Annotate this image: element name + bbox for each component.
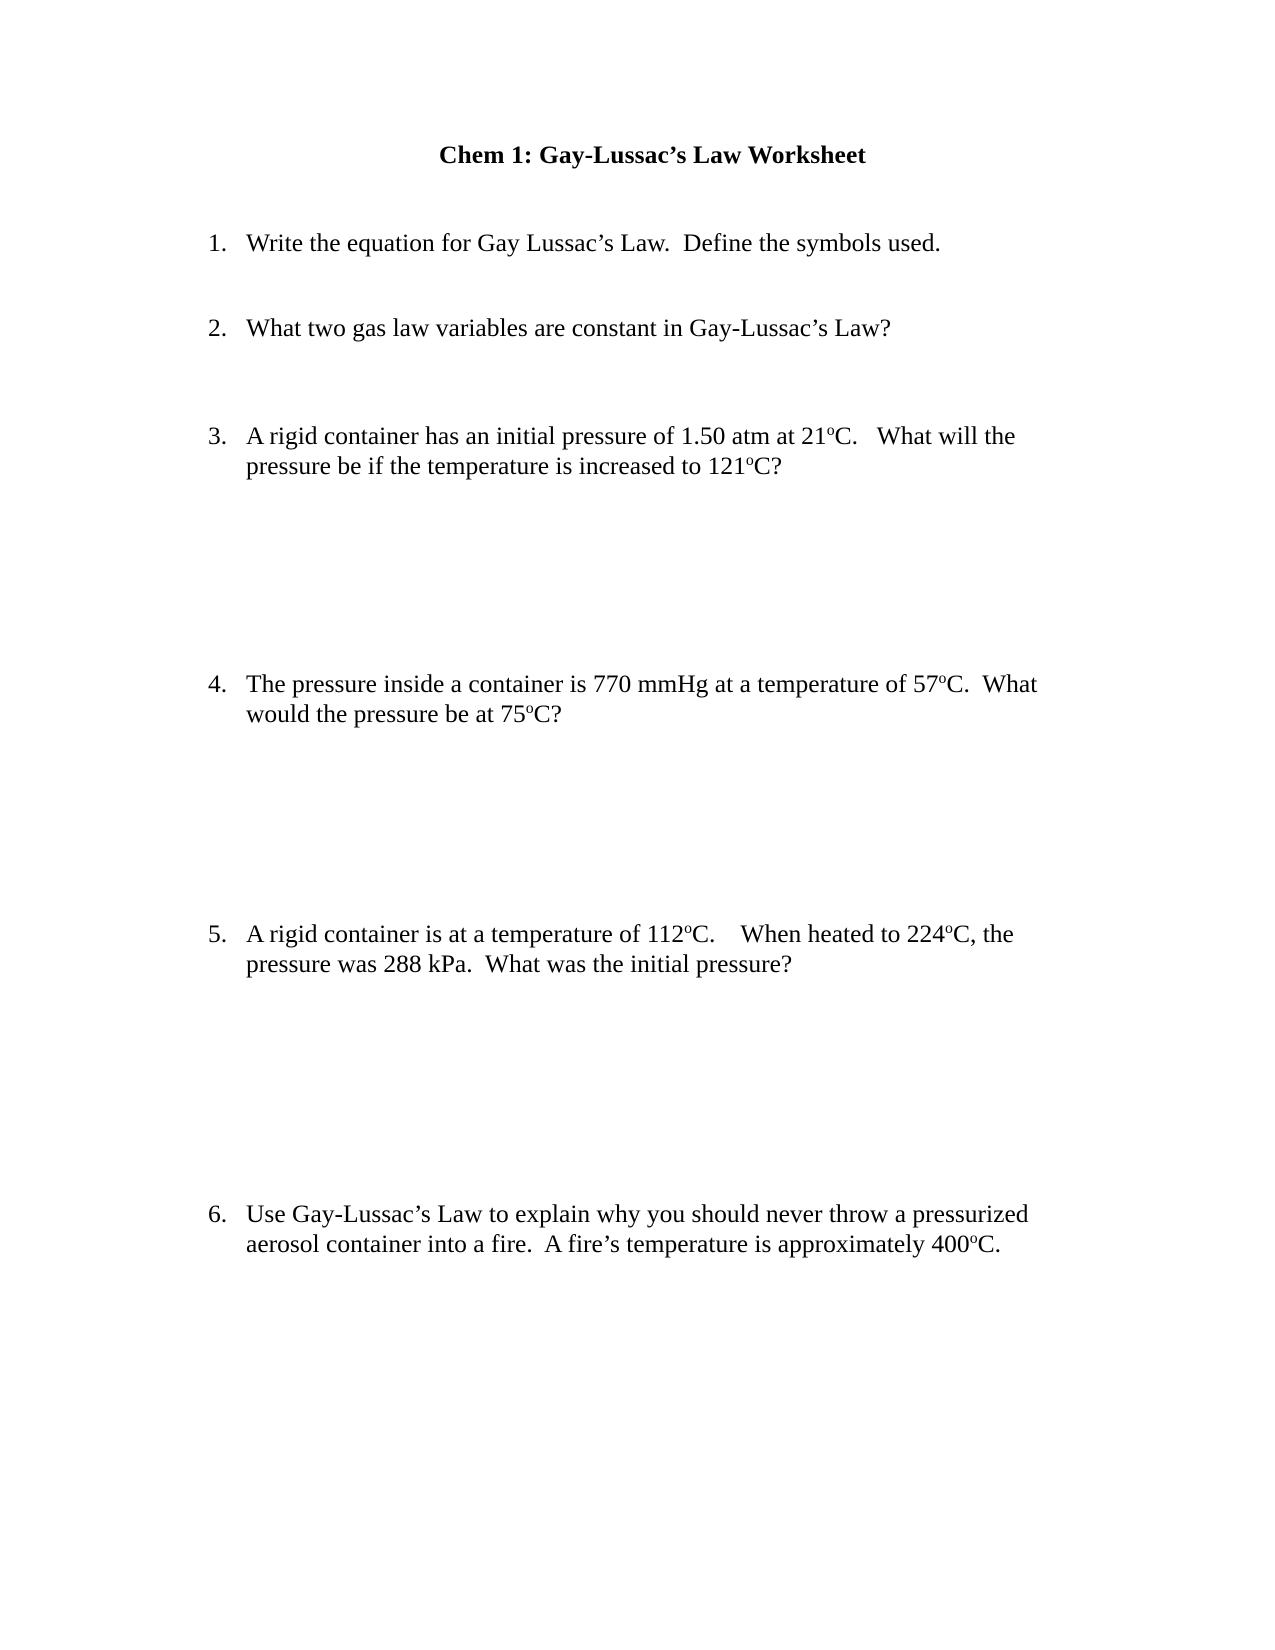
question-item-5 xyxy=(0,919,1275,979)
text-run: C. What xyxy=(946,668,1038,698)
question-line xyxy=(246,313,1015,343)
text-run: What two gas law variables are constant in Gay-Lussac’s Law? xyxy=(246,312,892,342)
question-line xyxy=(246,451,1015,481)
question-text xyxy=(246,313,1015,343)
degree-symbol: o xyxy=(826,421,835,439)
text-run: aerosol container into a fire. A fire’s temperature is approximately 400 xyxy=(246,1228,970,1258)
question-item-3 xyxy=(0,421,1275,481)
text-run: C? xyxy=(753,450,783,480)
question-line xyxy=(246,668,1038,699)
question-number: 6. xyxy=(208,1198,228,1228)
question-line xyxy=(246,949,1015,979)
question-text xyxy=(246,421,1015,481)
question-text xyxy=(246,919,1015,979)
question-line xyxy=(246,699,1015,729)
degree-symbol: o xyxy=(945,919,953,937)
text-run: pressure was 288 kPa. What was the initial pressure? xyxy=(246,948,793,978)
text-run: C. When heated to 224 xyxy=(691,918,946,948)
text-run: C. What will the xyxy=(834,420,1016,450)
question-number: 4. xyxy=(208,668,228,698)
text-run: C, the xyxy=(952,918,1014,948)
question-item-6 xyxy=(0,1199,1275,1259)
question-line xyxy=(246,421,1015,451)
text-run: A rigid container has an initial pressure of 1.50 atm at 21 xyxy=(246,420,827,450)
question-item-4 xyxy=(0,669,1275,729)
question-item-2 xyxy=(0,313,1275,343)
text-run: would the pressure be at 75 xyxy=(246,698,526,728)
degree-symbol: o xyxy=(969,1229,978,1247)
text-run: C? xyxy=(533,698,562,728)
question-line xyxy=(246,1229,1015,1259)
degree-symbol: o xyxy=(938,669,947,687)
degree-symbol: o xyxy=(525,699,534,717)
text-run: Write the equation for Gay Lussac’s Law. Define the symbols used. xyxy=(246,227,941,257)
question-text xyxy=(246,228,1015,258)
question-list xyxy=(0,228,1275,1259)
question-number: 2. xyxy=(208,312,228,342)
question-text xyxy=(246,1198,1029,1259)
question-line xyxy=(246,919,1015,949)
degree-symbol: o xyxy=(745,451,754,469)
question-line xyxy=(246,228,1015,258)
question-item-1 xyxy=(0,228,1275,258)
question-number: 3. xyxy=(208,420,228,450)
question-line xyxy=(246,1198,1029,1229)
text-run: The pressure inside a container is 770 mmHg at a temperature of 57 xyxy=(246,668,939,698)
text-run: pressure be if the temperature is increased to 121 xyxy=(246,450,746,480)
text-run: A rigid container is at a temperature of 112 xyxy=(246,918,685,948)
question-number: 5. xyxy=(208,918,228,948)
text-run: C. xyxy=(977,1228,1001,1258)
page-title: Chem 1: Gay-Lussac’s Law Worksheet xyxy=(439,140,866,169)
question-number: 1. xyxy=(208,227,228,257)
degree-symbol: o xyxy=(684,919,692,937)
text-run: Use Gay-Lussac’s Law to explain why you should never throw a pressurized xyxy=(246,1198,1029,1228)
question-text xyxy=(246,668,1038,729)
